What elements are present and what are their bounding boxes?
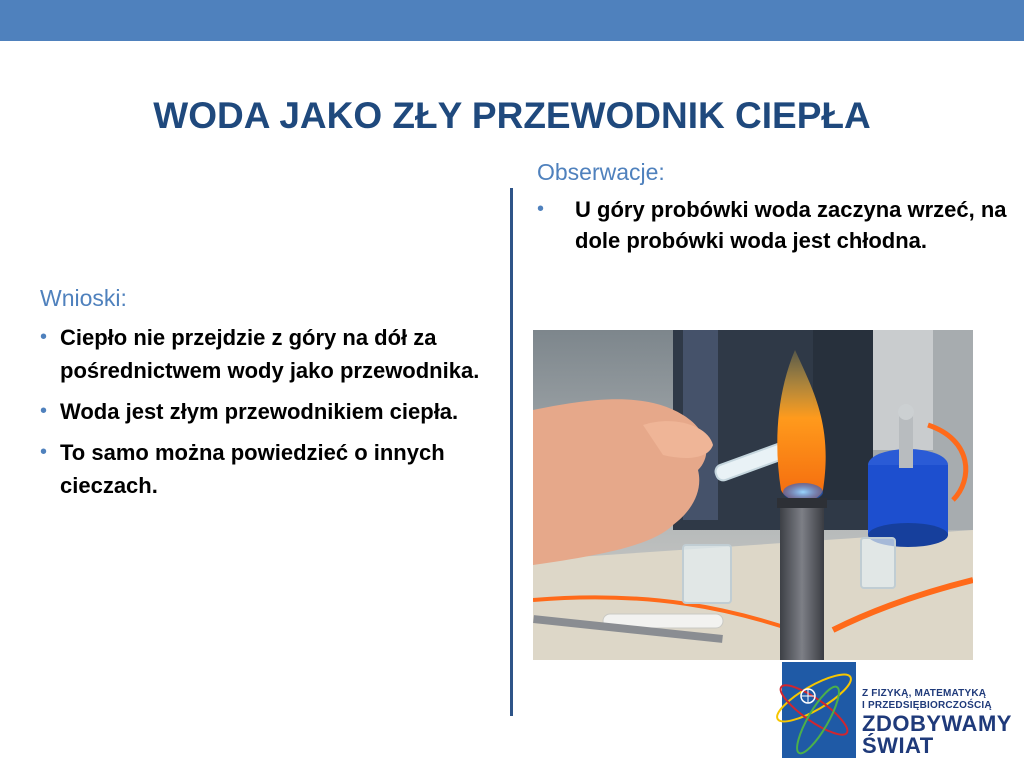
conclusion-text: Woda jest złym przewodnikiem ciepła.	[60, 399, 459, 424]
logo-line-2: I PRZEDSIĘBIORCZOŚCIĄ	[862, 700, 992, 711]
bullet-dot-icon: •	[40, 326, 48, 348]
list-item	[40, 321, 500, 387]
observation-text: U góry probówki woda zaczyna wrzeć, na dole probówki woda jest chłodna.	[575, 197, 1007, 253]
list-item	[40, 395, 500, 428]
slide-title: WODA JAKO ZŁY PRZEWODNIK CIEPŁA	[153, 95, 871, 136]
column-divider	[510, 188, 513, 716]
observations-heading: Obserwacje:	[537, 159, 665, 185]
conclusion-text: Ciepło nie przejdzie z góry na dół za pośrednictwem wody jako przewodnika.	[60, 325, 480, 383]
list-item	[537, 194, 1007, 256]
top-bar	[0, 0, 1024, 41]
logo-line-1: Z FIZYKĄ, MATEMATYKĄ	[862, 688, 987, 699]
bullet-dot-icon: •	[537, 198, 545, 220]
bullet-dot-icon: •	[40, 441, 48, 463]
logo-line-3: ZDOBYWAMY	[862, 711, 1012, 736]
conclusions-heading: Wnioski:	[40, 285, 127, 311]
bullet-dot-icon: •	[40, 400, 48, 422]
list-item	[40, 436, 500, 502]
observations-list	[537, 194, 1007, 256]
conclusions-list	[40, 321, 500, 510]
bunsen-burner-photo	[533, 330, 973, 660]
conclusion-text: To samo można powiedzieć o innych cieczach.	[60, 440, 445, 498]
project-logo	[776, 660, 1024, 768]
logo-line-4: ŚWIAT	[862, 733, 934, 758]
